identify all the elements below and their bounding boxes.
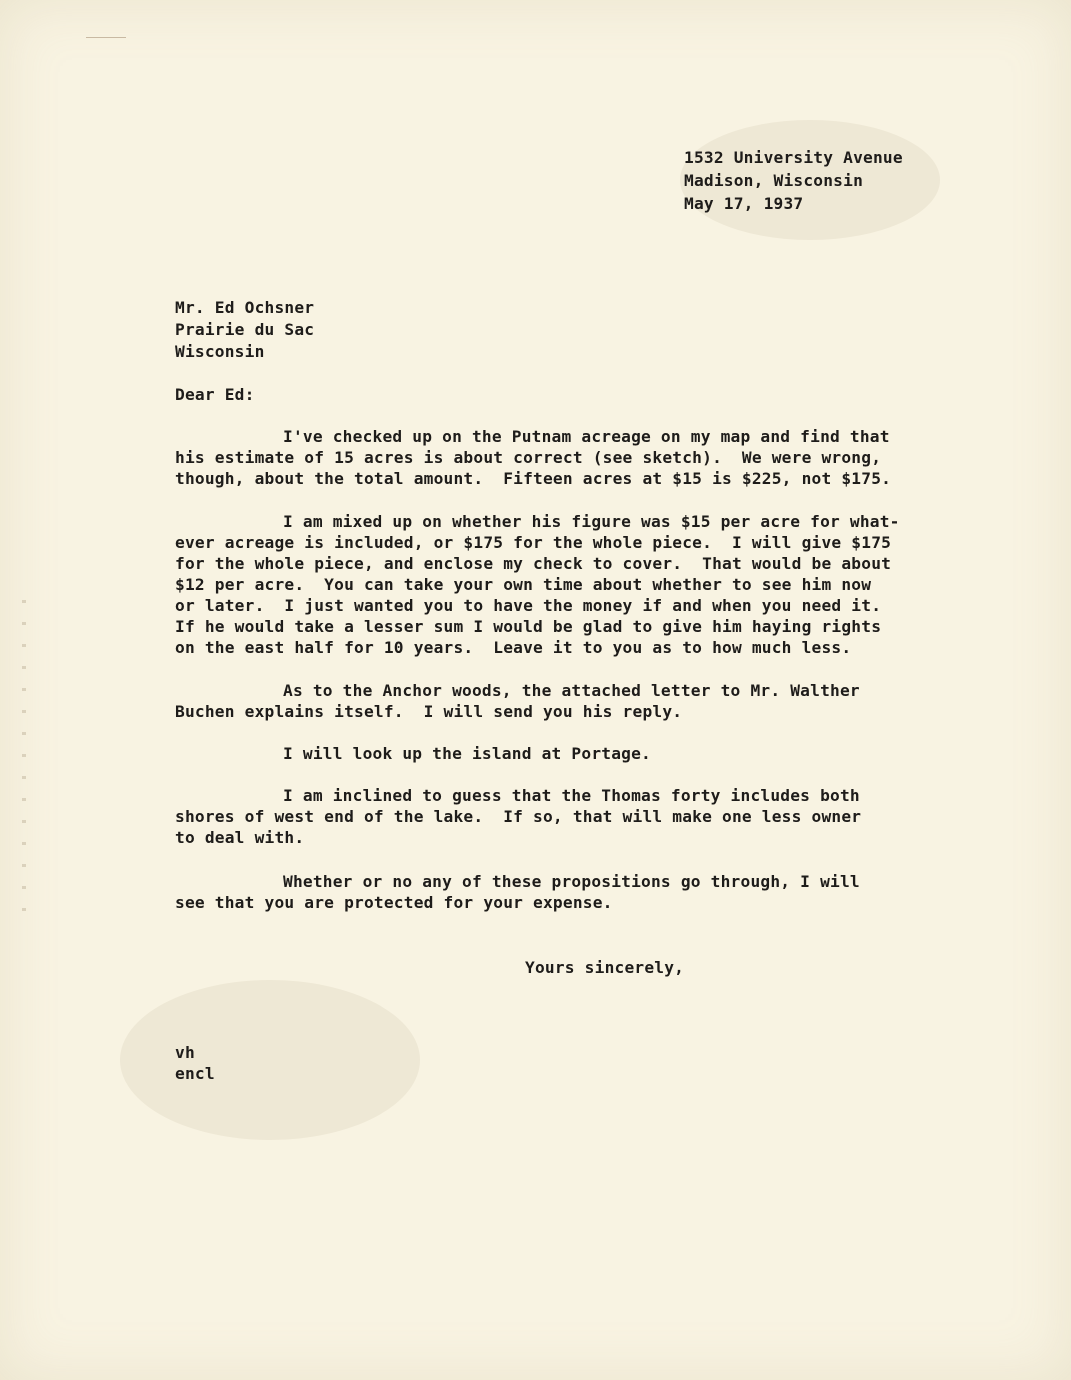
sender-street: 1532 University Avenue: [684, 148, 903, 167]
sender-city: Madison, Wisconsin: [684, 171, 864, 190]
body-line: As to the Anchor woods, the attached letter to Mr. Walther: [283, 681, 860, 700]
body-line: I've checked up on the Putnam acreage on my map and find that: [283, 427, 890, 446]
body-line: though, about the total amount. Fifteen acres at $15 is $225, not $175.: [175, 469, 892, 488]
closing: Yours sincerely,: [525, 958, 685, 977]
body-line: or later. I just wanted you to have the money if and when you need it.: [175, 596, 882, 615]
body-line: ever acreage is included, or $175 for the whole piece. I will give $175: [175, 533, 892, 552]
typist-initials: vh: [175, 1043, 195, 1062]
body-line: I am inclined to guess that the Thomas forty includes both: [283, 786, 860, 805]
punch-hole-marks: [22, 600, 26, 920]
body-line: his estimate of 15 acres is about correct (see sketch). We were wrong,: [175, 448, 882, 467]
body-line: Buchen explains itself. I will send you his reply.: [175, 702, 683, 721]
body-line: I am mixed up on whether his figure was $15 per acre for what-: [283, 512, 900, 531]
body-line: to deal with.: [175, 828, 305, 847]
body-line: shores of west end of the lake. If so, that will make one less owner: [175, 807, 862, 826]
letter-date: May 17, 1937: [684, 194, 804, 213]
body-line: Whether or no any of these propositions go through, I will: [283, 872, 860, 891]
body-line: see that you are protected for your expense.: [175, 893, 613, 912]
corner-pencil-mark: [86, 30, 142, 44]
body-line: I will look up the island at Portage.: [283, 744, 651, 763]
enclosure-note: encl: [175, 1064, 215, 1083]
body-line: If he would take a lesser sum I would be glad to give him haying rights: [175, 617, 882, 636]
recipient-name: Mr. Ed Ochsner: [175, 298, 315, 317]
recipient-town: Prairie du Sac: [175, 320, 315, 339]
body-line: $12 per acre. You can take your own time about whether to see him now: [175, 575, 872, 594]
body-line: for the whole piece, and enclose my check to cover. That would be about: [175, 554, 892, 573]
paper-stain: [120, 980, 420, 1140]
salutation: Dear Ed:: [175, 385, 255, 404]
body-line: on the east half for 10 years. Leave it to you as to how much less.: [175, 638, 852, 657]
recipient-state: Wisconsin: [175, 342, 265, 361]
